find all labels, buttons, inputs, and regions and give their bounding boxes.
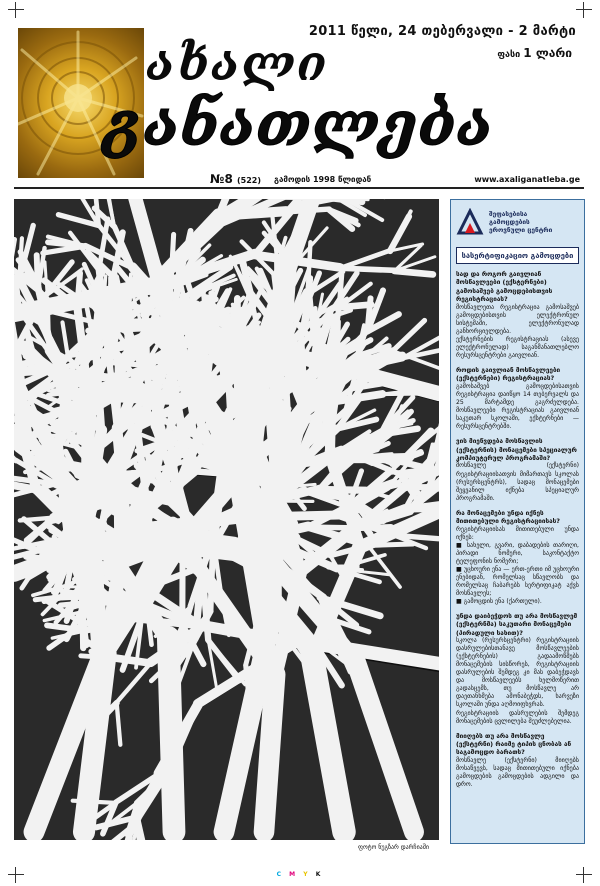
exam-info-sidebar — [450, 199, 585, 844]
price — [497, 46, 572, 60]
newspaper-title-line-2: განათლება — [104, 90, 494, 160]
qa-item — [456, 612, 579, 726]
snow-shape — [62, 602, 92, 605]
cmyk-k: K — [315, 871, 324, 878]
price-value: 1 ლარი — [523, 46, 572, 60]
answer-text: ექსტერნების რეგისტრაციას (ასევე ელექტრონულად) საგანმანათლებლო რესურსცენტრები გაივლიან. — [456, 335, 579, 359]
qa-item — [456, 509, 579, 606]
snow-shape — [340, 268, 394, 270]
question-text: როდის გაივლიან მოსწავლეები (ექსტერნები) რეგისტრაციას? — [456, 366, 561, 383]
answer-text: რეგისტრაციისას მითითებული უნდა იქნეს: — [456, 525, 579, 541]
crop-mark-top-left — [8, 2, 24, 18]
answer-text: ■ გამოცდის ენა (ქართული). — [456, 597, 542, 605]
crop-mark-top-right — [576, 2, 592, 18]
answer-text: მოსწავლეთა რეგისტრაცია გამოსაშვებ გამოცდებისთვის ელექტრონულ სისტემაში, ელექტრონულად განხორციელდება. — [456, 303, 579, 335]
snow-shape — [326, 199, 362, 202]
question-text: მიიღებს თუ არა მოსწავლე (ექსტერნი) რაიმე ტიპის ცნობას ან საგამოცდო ბარათს? — [456, 731, 572, 757]
snow-shape — [171, 234, 174, 288]
question-text: ვის მიეწვდება მოსწავლის (ექსტერნის) მონაცემები სპეციალურ კომპიუტერულ პროგრამაში? — [456, 437, 577, 463]
snow-shape — [73, 801, 116, 803]
sidebar-heading: სასერტიფიკაციო გამოცდები — [456, 247, 579, 264]
snow-shape — [308, 527, 354, 528]
naec-logo-icon — [456, 208, 484, 236]
issue-total: (522) — [236, 176, 261, 185]
logo-text-line-1: შეფასებისა — [489, 209, 528, 218]
logo-text-line-3: ეროვნული ცენტრი — [489, 226, 553, 235]
qa-item — [456, 366, 579, 431]
question-text: რა მონაცემები უნდა იქნეს მითითებული რეგისტრაციისას? — [456, 508, 561, 526]
answer-text: გამოსაშვებ გამოცდებისათვის რეგისტრაცია დაიწყო 14 თებერვალს და 25 მარტამდე გაგრძელდება. მოსწავლეები რეგისტრაციას გაივლიან საკუთარ სკოლაში, ექსტერნები — რესურსცენტრებში. — [456, 382, 579, 431]
snow-shape — [339, 267, 342, 308]
founded-line: გამოდის 1998 წლიდან — [274, 175, 372, 184]
masthead — [14, 22, 584, 190]
answer-text: მოსწავლე (ექსტერნი) რეგისტრაციისათვის მიმართავს სკოლას (რესურსცენტრს), სადაც მონაცემები შეყვანილ იქნება სპეციალურ პროგრამაში. — [456, 462, 579, 502]
snow-shape — [368, 544, 413, 546]
qa-item — [456, 270, 579, 360]
snow-shape — [320, 489, 366, 490]
qa-list — [456, 270, 579, 789]
qa-item — [456, 732, 579, 789]
qa-item — [456, 437, 579, 503]
price-label: ფასი — [497, 50, 521, 60]
answer-text: სკოლა (რესურსცენტრი) რეგისტრაციის დასრულებისთანავე მოსწავლეების (ექსტერნების) გადაამოწმებს მონაცემების სისწორეს, რეგისტრაციის დასრულების შემდეგ კი მას დაბეჭდავს და მოსწავლეებს ხელმოწერით გადასცემს, თუ მოსწავლე არ დაეთანხმება ამონაბეჭდს, ხარვეზი სკოლაში უნდა აღმოიფხვრას. — [456, 637, 579, 709]
question-text: უნდა დაიბეჭდოს თუ არა მოსწავლემ (ექსტერნმა) საკუთარი მონაცემები (პირადული სახით)? — [456, 611, 578, 637]
cmyk-print-marks — [0, 871, 600, 878]
newspaper-title-line-1: ახალი — [146, 36, 329, 92]
snow-shape — [114, 529, 117, 561]
answer-text: მოსწავლე (ექსტერნი) მიიღებს მოსაწვევს, სადაც მითითებული იქნება გამოცდების გამოცდების ადგილი და დრო. — [456, 756, 579, 789]
snow-shape — [308, 242, 311, 294]
issue-date: 2011 წელი, 24 თებერვალი - 2 მარტი — [308, 24, 576, 39]
snow-shape — [81, 593, 131, 595]
question-text: სად და როგორ გაივლიან მოსწავლეები (ექსტერნები) გამოსაშვებ გამოცდებისთვის რეგისტრაციას? — [456, 270, 553, 304]
snow-branches-photo — [14, 199, 439, 840]
cmyk-m: M — [289, 871, 299, 878]
photo-caption: ფოტო ნუგზარ დარჩიაში — [358, 844, 429, 851]
answer-text: ■ სახელი, გვარი, დაბადების თარიღი, პირადი ნომერი, საკონტაქტო ტელეფონის ნომერი; — [456, 541, 579, 565]
logo-text-line-2: გამოცდების — [489, 217, 530, 226]
snow-shape — [394, 271, 432, 275]
cmyk-c: C — [276, 871, 285, 878]
answer-text: რეგისტრაციის დასრულების შემდეგ მონაცემების ცვლილება შეუძლებელია. — [456, 709, 579, 725]
naec-logo — [456, 205, 579, 239]
cmyk-y: Y — [303, 871, 311, 878]
masthead-divider — [14, 187, 584, 189]
issue-number-value: №8 — [210, 172, 233, 186]
snow-shape — [393, 535, 438, 539]
website-url: www.axaliganatleba.ge — [474, 175, 580, 184]
issue-number — [210, 172, 261, 186]
answer-text: ■ უცხოური ენა — ერთ-ერთი იმ უცხოური ენებიდან, რომელსაც სწავლობს და რომელსაც ჩაბარებს სერტიფიკატ აქვს მოსწავლეს; — [456, 565, 579, 597]
